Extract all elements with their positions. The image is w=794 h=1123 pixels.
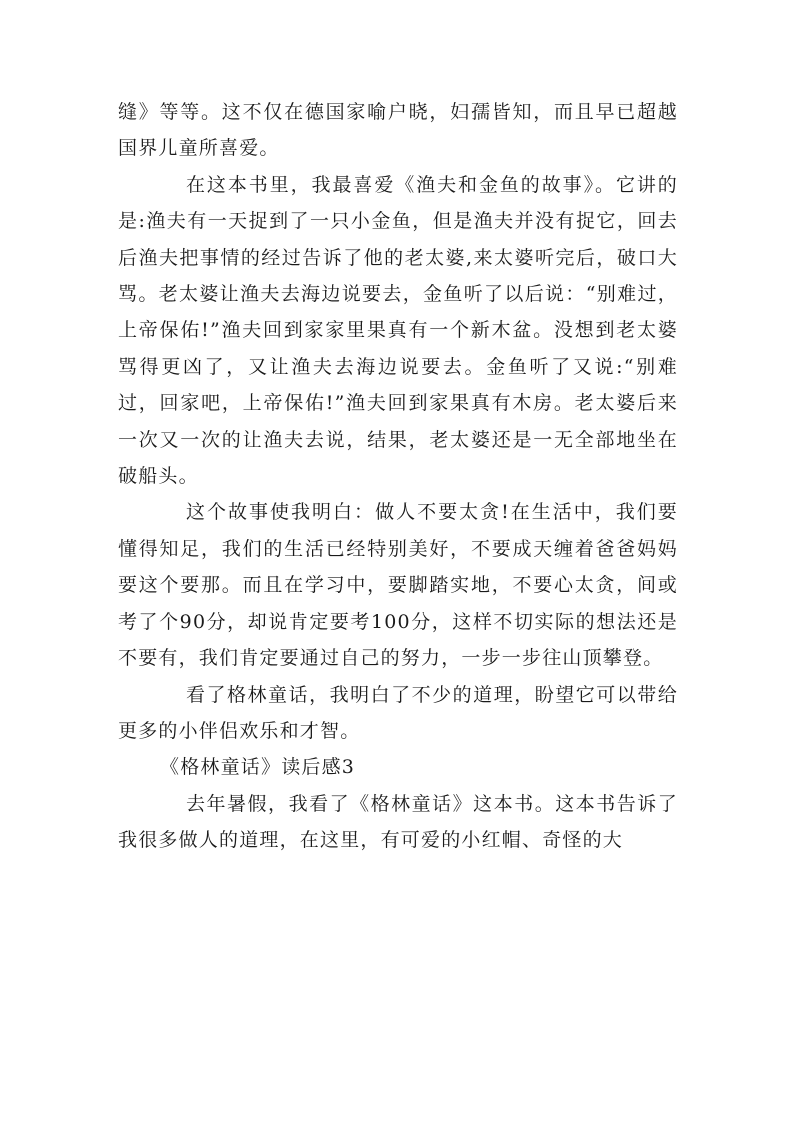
section-heading: 《格林童话》读后感3 — [160, 756, 356, 779]
paragraph-lesson: 这个故事使我明白：做人不要太贪!在生活中，我们要懂得知足，我们的生活已经特别美好，不要成天缠着爸爸妈妈要这个要那。而且在学习中，要脚踏实地，不要心太贪，间或考了个90分，却说肯定要考100分，这样不切实际的想法还是不要有，我们肯定要通过自己的努力，一步一步往山顶攀登。 — [118, 501, 678, 670]
document-body — [118, 94, 678, 859]
paragraph-conclusion: 看了格林童话，我明白了不少的道理，盼望它可以带给更多的小伴侣欢乐和才智。 — [118, 683, 678, 742]
paragraph-fisherman-story: 在这本书里，我最喜爱《渔夫和金鱼的故事》。它讲的是:渔夫有一天捉到了一只小金鱼，但是渔夫并没有捉它，回去后渔夫把事情的经过告诉了他的老太婆,来太婆听完后，破口大骂。老太婆让渔夫去海边说要去，金鱼听了以后说：“别难过，上帝保佑!”渔夫回到家家里果真有一个新木盆。没想到老太婆骂得更凶了，又让渔夫去海边说要去。金鱼听了又说:“别难过，回家吧，上帝保佑!”渔夫回到家果真有木房。老太婆后来一次又一次的让渔夫去说，结果，老太婆还是一无全部地坐在破船头。 — [118, 173, 678, 488]
paragraph-summer-reading: 去年暑假，我看了《格林童话》这本书。这本书告诉了我很多做人的道理，在这里，有可爱的小红帽、奇怪的大 — [118, 792, 678, 852]
paragraph-continuation: 缝》等等。这不仅在德国家喻户晓，妇孺皆知，而且早已超越国界儿童所喜爱。 — [118, 101, 678, 160]
